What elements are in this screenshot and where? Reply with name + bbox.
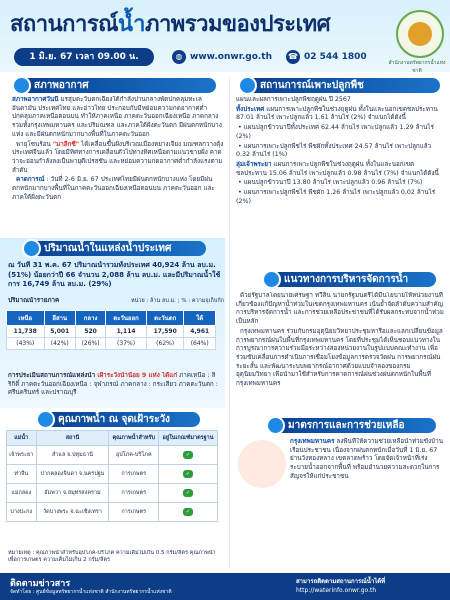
quality-table [6,430,218,522]
region-percent: (26%) [76,338,106,350]
quality-status [159,465,218,484]
quality-header: สถานี [36,431,109,446]
weather-body: มรสุมตะวันตกเฉียงใต้กำลังปานกลางพัดปกคลุมทะเลอันดามัน ประเทศไทย และอ่าวไทย ประกอบกับมีหย่อมความกดอากาศต่ำปกคลุมภาคเหนือตอนบน ทำให้ภาคเหนือ ภาคตะวันออกเฉียงเหนือ ภาคกลางรวมทั้งกรุงเทพมหานคร และปริมณฑล และภาคใต้ฝั่งตะวันตก มีฝนตกหนักบางแห่ง และมีฝนตกหนักมากบางพื้นที่ในภาคตะวันออก [12,96,222,138]
quality-row [7,484,218,503]
logo-caption: สำนักงานทรัพยากรน้ำแห่งชาติ [388,60,446,74]
storm-lead: พายุโซนร้อน [16,140,53,148]
title-big: น้ำ [118,12,145,37]
monitor-detail: ภาคเหนือ : สิริกิติ์ ภาคตะวันออกเฉียงเหนือ : จุฬาภรณ์ ภาคกลาง : กระเสียว ภาคตะวันตก : ศรีนครินทร์ และปราณบุรี [8,372,218,397]
crops-national-lead: ทั้งประเทศ [236,105,265,113]
region-percent: (42%) [44,338,76,350]
water-drop-icon [36,410,55,429]
region-header: ตะวันตก [146,311,184,326]
region-table [6,310,216,350]
footer-credit: จัดทำโดย : ศูนย์ข้อมูลทรัพยากรน้ำแห่งชาติ สำนักงานทรัพยากรน้ำแห่งชาติ [10,589,172,595]
phone-text: 02 544 1800 [304,52,367,62]
rescue-illustration [238,440,286,488]
relief-body: ลงพื้นที่ให้ความช่วยเหลือน้ำท่วมขังบ้านเรือนประชาชน เนื่องจากฝนตกหนักเมื่อวันที่ 1 มิ.ย. 67 ย่านวังทองหลาง เขตลาดพร้าว โดยจัดเจ้าหน้าที่เร่งระบายน้ำออกจากพื้นที่ พร้อมอำนวยความสะดวกในการสัญจรให้แก่ประชาชน [290,438,444,480]
check-icon: ✓ [183,508,193,516]
quality-cell: ท่าจีน [7,465,37,484]
crops-basin-lead: ลุ่มเจ้าพระยา [236,160,272,168]
crops-national: แผนการเพาะปลูกพืชในช่วงฤดูฝน ทั้งในและนอกเขตชลประทาน 87.01 ล้านไร่ เพาะปลูกแล้ว 1.61 ล้านไร่ (2%) จำแนกได้ดังนี้ [236,105,438,122]
relief-text [290,438,444,566]
cloud-icon [12,76,31,95]
reservoir-icon [22,239,41,258]
monitor-alert: เฝ้าระวังน้ำน้อย 9 แห่ง ได้แก่ [97,372,178,379]
header [0,0,450,72]
forecast-lead: คาดการณ์ [16,176,45,184]
page-title [10,6,330,41]
region-header: ตะวันออก [106,311,147,326]
check-icon: ✓ [183,489,193,497]
policy-paragraph-1: ด้วยรัฐบาลโดยนายเศรษฐา ทวีสิน นายกรัฐมนตรีได้มีนโยบายให้หน่วยงานที่เกี่ยวข้องแก้ปัญหาน้ำท่วมในเขตกรุงเทพมหานคร เน้นย้ำจัดลำดับความสำคัญการบริหารจัดการน้ำ และการช่วยเหลือประชาชนที่ได้รับผลกระทบจากน้ำท่วมเป็นหลัก [236,292,444,326]
monitor-lead: การประเมินสถานการณ์แหล่งน้ำ [8,372,98,379]
quality-row [7,446,218,465]
weather-lead: สภาพอากาศวันนี้ [12,96,59,103]
forecast-body: : วันที่ 2-6 มิ.ย. 67 ประเทศไทยมีฝนตกหนักบางแห่ง โดยมีฝนตกหนักมากบางพื้นที่ในภาคตะวันออกเฉียงเหนือตอนบน ภาคตะวันออก และภาคใต้ฝั่งตะวันตก [12,176,215,201]
title-prefix: สถานการณ์ [10,12,119,37]
region-header: ใต้ [184,311,216,326]
crops-bullet-2: แผนการเพาะปลูกพืชไร่ พืชผักทั้งประเทศ 24.57 ล้านไร่ เพาะปลูกแล้ว 0.32 ล้านไร่ (1%) [236,142,432,159]
phone-icon: ☎ [286,50,300,64]
quality-cell: ปากคลองจินดา จ.นครปฐม [36,465,109,484]
unit-note: หน่วย : ล้าน ลบ.ม. ; % : ความจุเก็บกัก [131,298,224,304]
region-value: 5,001 [44,326,76,338]
quality-row [7,503,218,522]
crops-bullet-4: แผนการเพาะปลูกพืชไร่ พืชผัก 1.26 ล้านไร่ เพาะปลูกแล้ว 0.02 ล้านไร่ (2%) [236,189,436,205]
quality-cell: บางปะกง [7,503,37,522]
crops-bullet-3: แผนปลูกข้าวนาปี 13.80 ล้านไร่ เพาะปลูกแล้ว 0.96 ล้านไร่ (7%) [243,179,423,187]
storm-body: ได้เคลื่อนขึ้นฝั่งบริเวณเมืองหยางเจียง มณฑลกวางตุ้ง ประเทศจีนแล้ว โดยมีทิศทางการเคลื่อนตัวไปทางทิศเหนือตามแนวชายฝั่ง คาดว่าจะอ่อนกำลังลงเป็นพายุดีเปรสชัน และหย่อมความกดอากาศต่ำกำลังแรงตามลำดับ [12,140,224,174]
quality-cell: การเกษตร [109,503,159,522]
region-caption: ปริมาณน้ำรายภาค [8,297,60,304]
region-value: 1,114 [106,326,147,338]
plant-icon [238,76,257,95]
website-link[interactable] [172,48,272,66]
website-text: www.onwr.go.th [190,52,273,62]
globe-icon: ◍ [172,50,186,64]
footer [0,573,450,600]
quality-header: อยู่ในเกณฑ์มาตรฐาน [159,431,218,446]
column-divider [229,78,230,568]
quality-cell: การเกษตร [109,484,159,503]
quality-cell: อัมพวา จ.สมุทรสงคราม [36,484,109,503]
quality-cell: สำแล จ.ปทุมธานี [36,446,109,465]
storm-name: "มาลีกซี" [52,140,80,148]
water-heading: ปริมาณน้ำในแหล่งน้ำประเทศ [26,241,206,256]
crops-intro: แผนและผลการเพาะปลูกพืชฤดูฝน ปี 2567 [236,96,351,103]
relief-lead: กรุงเทพมหานคร [290,438,335,445]
crops-text: แผนและผลการเพาะปลูกพืชฤดูฝน ปี 2567 ทั้งประเทศ แผนการเพาะปลูกพืชในช่วงฤดูฝน ทั้งในและนอกเขตชลประทาน 87.01 ล้านไร่ เพาะปลูกแล้ว 1.61 ล้านไร่ (2%) จำแนกได้ดังนี้ • แผนปลูกข้าวนาปีทั้งประเทศ 62.44 ล้านไร่ เพาะปลูกแล้ว 1.29 ล้านไร่ (2%) • แผนการเพาะปลูกพืชไร่ พืชผักทั้งประเทศ 24.57 ล้านไร่ เพาะปลูกแล้ว 0.32 ล้านไร่ (1%) ลุ่มเจ้าพระยา แผนการเพาะปลูกพืชในช่วงฤดูฝน ทั้งในและนอกเขตชลประทาน 15.06 ล้านไร่ เพาะปลูกแล้ว 0.98 ล้านไร่ (7%) จำแนกได้ดังนี้ • แผนปลูกข้าวนาปี 13.80 ล้านไร่ เพาะปลูกแล้ว 0.96 ล้านไร่ (7%) • แผนการเพาะปลูกพืชไร่ พืชผัก 1.26 ล้านไร่ เพาะปลูกแล้ว 0.02 ล้านไร่ (2%) [236,96,444,268]
quality-row [7,465,218,484]
help-icon [266,416,285,435]
quality-header: คุณภาพน้ำสำหรับ [109,431,159,446]
weather-text [12,96,224,234]
quality-status [159,446,218,465]
region-value: 4,961 [184,326,216,338]
policy-text [236,292,444,410]
quality-cell: อุปโภค-บริโภค [109,446,159,465]
check-icon: ✓ [183,451,193,459]
water-summary: ณ วันที่ 31 พ.ค. 67 ปริมาณน้ำรวมทั้งประเทศ 40,924 ล้าน ลบ.ม. (51%) น้อยกว่าปี 66 จำนวน 2,088 ล้าน ลบ.ม. และมีปริมาณน้ำใช้การ 16,749 ล้าน ลบ.ม. (29%) [8,261,221,288]
region-percent: (64%) [184,338,216,350]
footer-follow: สามารถติดตามสถานการณ์น้ำได้ที่ [296,578,386,585]
date-badge: 1 มิ.ย. 67 เวลา 09.00 น. [14,48,154,66]
quality-status [159,484,218,503]
monitor-text [8,372,222,406]
quality-header: แม่น้ำ [7,431,37,446]
quality-cell: วัดบางพระ จ.ฉะเชิงเทรา [36,503,109,522]
region-header: กลาง [76,311,106,326]
footer-title: ติดตามข่าวสาร [10,579,71,589]
policy-heading: แนวทางการบริหารจัดการน้ำ [266,272,436,287]
quality-heading: คุณภาพน้ำ ณ จุดเฝ้าระวัง [40,412,200,427]
crops-basin: แผนการเพาะปลูกพืชในช่วงฤดูฝน ทั้งในและนอกเขตชลประทาน 15.06 ล้านไร่ เพาะปลูกแล้ว 0.98 ล้านไร่ (7%) จำแนกได้ดังนี้ [236,160,439,177]
title-suffix: ภาพรวมของประเทศ [144,12,331,37]
region-header: อีสาน [44,311,76,326]
check-icon: ✓ [183,470,193,478]
quality-note: หมายเหตุ : คุณภาพน้ำสำหรับอุปโภค-บริโภค ความเค็มไม่เกิน 0.5 กรัม/ลิตร คุณภาพน้ำเพื่อการเกษตร ความเค็มไม่เกิน 2 กรัม/ลิตร [8,550,216,563]
region-value: 17,590 [146,326,184,338]
region-percent: (62%) [146,338,184,350]
region-value: 11,738 [7,326,45,338]
relief-heading: มาตรการและการช่วยเหลือ [270,418,436,433]
crops-bullet-1: แผนปลูกข้าวนาปีทั้งประเทศ 62.44 ล้านไร่ เพาะปลูกแล้ว 1.29 ล้านไร่ (2%) [236,124,434,140]
policy-paragraph-2: กรุงเทพมหานคร ร่วมกับกรมอุตุนิยมวิทยาประชุมหารือและแลกเปลี่ยนข้อมูลการพยากรณ์ฝนในพื้นที่กรุงเทพมหานคร โดยที่ประชุมได้เห็นชอบแนวทางในการบูรณาการความร่วมมือระหว่างสองหน่วยงานในรูปแบบคณะทำงาน เพื่อร่วมขับเคลื่อนการดำเนินการเชื่อมโยงข้อมูลการตรวจวัดฝน การพยากรณ์ฝนระยะสั้น และพัฒนาระบบพยากรณ์อากาศด้วยแบบจำลองของกรมอุตุนิยมวิทยา เพื่อนำมาใช้สำหรับการคาดการณ์ฝนช่วงฝนตกหนักในพื้นที่กรุงเทพมหานคร [236,327,443,388]
quality-cell: เจ้าพระยา [7,446,37,465]
footer-url[interactable]: http://waterinfo.onwr.go.th [296,587,377,594]
quality-status [159,503,218,522]
weather-heading: สภาพอากาศ [16,78,216,93]
region-percent: (37%) [106,338,147,350]
region-header: เหนือ [7,311,45,326]
region-percent: (43%) [7,338,45,350]
faucet-icon [262,270,281,289]
phone-info [286,49,367,65]
region-value: 520 [76,326,106,338]
agency-logo [396,10,444,58]
quality-cell: การเกษตร [109,465,159,484]
quality-cell: แม่กลอง [7,484,37,503]
crops-heading: สถานการณ์เพาะปลูกพืช [242,78,440,93]
